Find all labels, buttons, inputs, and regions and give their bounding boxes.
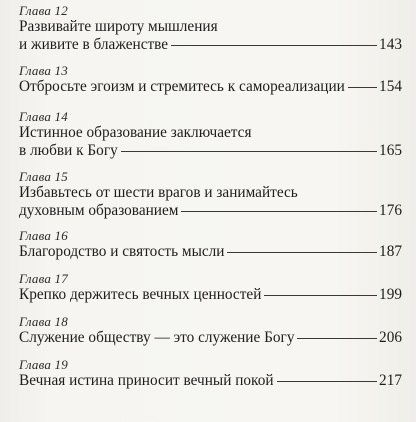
leader-line xyxy=(277,381,378,382)
chapter-label: Глава 14 xyxy=(19,109,68,124)
toc-entry-18 xyxy=(19,305,402,348)
entry-title-line xyxy=(19,142,402,160)
page-number: 187 xyxy=(379,243,402,260)
entry-title-line: Избавьтесь от шести врагов и занимайтесь xyxy=(19,184,298,201)
entry-title-text: Вечная истина приносит вечный покой xyxy=(19,372,274,389)
toc-entry-14 xyxy=(19,101,402,160)
entry-title-line: Развивайте широту мышления xyxy=(19,18,218,35)
toc-entry-16 xyxy=(19,219,402,262)
page-number: 217 xyxy=(379,372,402,389)
entry-title-line xyxy=(19,202,402,220)
chapter-label: Глава 16 xyxy=(19,228,68,243)
entry-title-text: Благородство и святость мысли xyxy=(19,243,225,260)
chapter-label: Глава 19 xyxy=(19,357,68,372)
page-number: 154 xyxy=(379,78,402,95)
leader-line xyxy=(181,211,377,212)
chapter-label: Глава 12 xyxy=(19,3,68,18)
entry-title-text: в любви к Богу xyxy=(19,142,118,159)
entry-title-line xyxy=(19,36,402,54)
leader-line xyxy=(227,252,377,253)
leader-line xyxy=(264,295,377,296)
chapter-label: Глава 13 xyxy=(19,63,68,78)
page-number: 165 xyxy=(379,142,402,159)
entry-title-text: духовным образованием xyxy=(19,202,179,219)
leader-line xyxy=(348,87,377,88)
leader-line xyxy=(297,338,377,339)
chapter-label: Глава 18 xyxy=(19,314,68,329)
toc-entry-17 xyxy=(19,262,402,305)
page-number: 143 xyxy=(379,36,402,53)
table-of-contents xyxy=(19,3,402,391)
page-number: 176 xyxy=(379,202,402,219)
chapter-label: Глава 17 xyxy=(19,271,68,286)
entry-title-text: Отбросьте эгоизм и стремитесь к самореализации xyxy=(19,78,345,95)
page-number: 206 xyxy=(379,329,402,346)
leader-line xyxy=(121,151,377,152)
entry-title-line xyxy=(19,243,402,261)
toc-entry-12 xyxy=(19,3,402,53)
toc-entry-13 xyxy=(19,53,402,101)
entry-title-line xyxy=(19,286,402,304)
entry-title-text: и живите в блаженстве xyxy=(19,36,169,53)
entry-title-line xyxy=(19,372,402,390)
entry-title-line xyxy=(19,329,402,347)
entry-title-text: Крепко держитесь вечных ценностей xyxy=(19,286,262,303)
toc-entry-19 xyxy=(19,348,402,391)
toc-entry-15 xyxy=(19,160,402,219)
leader-line xyxy=(171,45,377,46)
entry-title-line: Истинное образование заключается xyxy=(19,124,252,141)
chapter-label: Глава 15 xyxy=(19,169,68,184)
entry-title-text: Служение обществу — это служение Богу xyxy=(19,329,295,346)
entry-title-line xyxy=(19,78,402,96)
page-number: 199 xyxy=(379,286,402,303)
